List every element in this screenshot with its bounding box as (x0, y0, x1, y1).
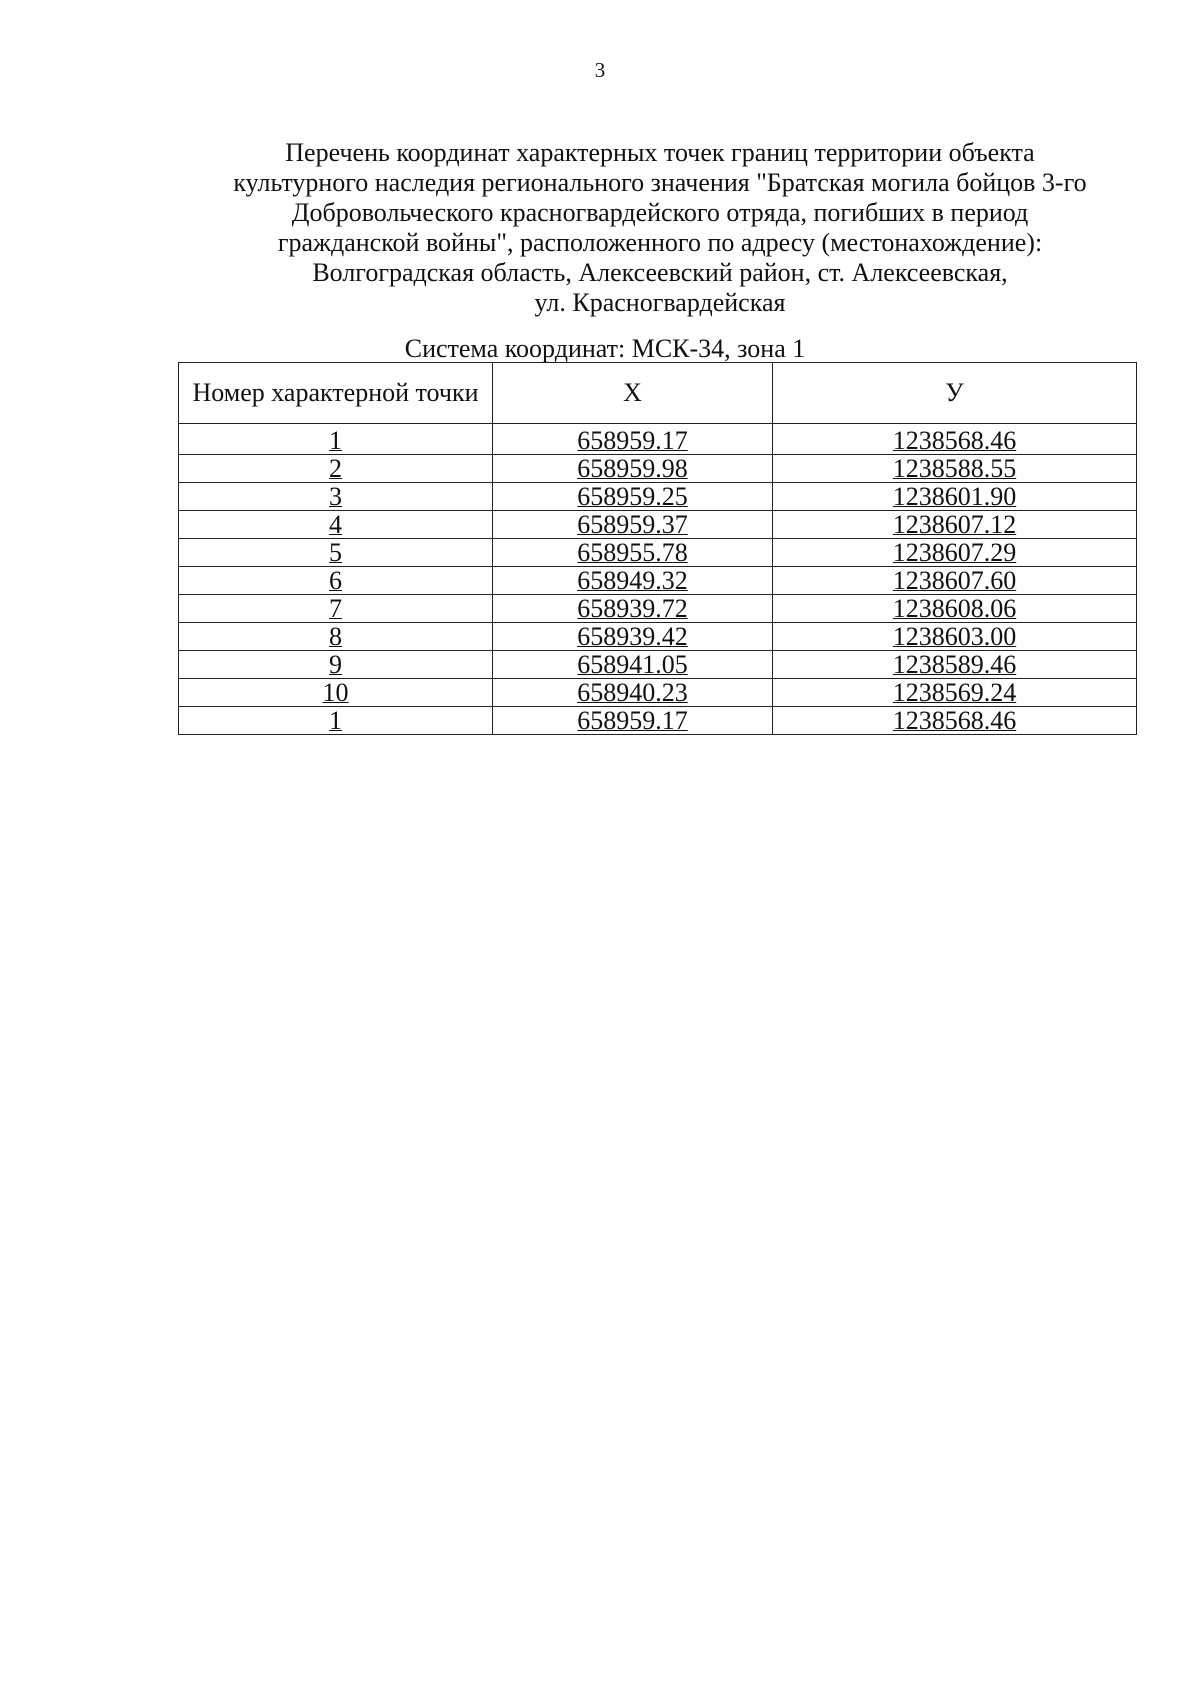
title-line: Перечень координат характерных точек границ территории объекта (285, 138, 1035, 167)
cell-x-value: 658959.17 (577, 706, 688, 735)
cell-y-value: 1238589.46 (892, 650, 1017, 679)
cell-x-value: 658939.72 (577, 594, 688, 623)
cell-point-number (179, 455, 493, 483)
cell-x (493, 623, 773, 651)
cell-point-number-value: 4 (329, 510, 342, 539)
table-row (179, 679, 1137, 707)
cell-x-value: 658940.23 (577, 678, 688, 707)
cell-point-number (179, 679, 493, 707)
title-line: ул. Красногвардейская (534, 288, 786, 317)
cell-point-number-value: 7 (329, 594, 342, 623)
cell-point-number-value: 10 (322, 678, 349, 707)
cell-point-number (179, 567, 493, 595)
cell-x (493, 455, 773, 483)
cell-y-value: 1238588.55 (892, 454, 1017, 483)
cell-y (773, 623, 1137, 651)
table-row (179, 707, 1137, 735)
cell-x (493, 483, 773, 511)
cell-x-value: 658959.37 (577, 510, 688, 539)
document-title (150, 138, 1170, 318)
cell-point-number-value: 2 (329, 454, 342, 483)
table-row (179, 424, 1137, 455)
table-row (179, 595, 1137, 623)
cell-x (493, 567, 773, 595)
header-point-number: Номер характерной точки (179, 363, 493, 424)
table-row (179, 623, 1137, 651)
cell-x-value: 658955.78 (577, 538, 688, 567)
cell-x-value: 658949.32 (577, 566, 688, 595)
title-line: Волгоградская область, Алексеевский район, ст. Алексеевская, (312, 258, 1008, 287)
cell-point-number-value: 5 (329, 538, 342, 567)
cell-x (493, 679, 773, 707)
cell-y-value: 1238603.00 (892, 622, 1017, 651)
coordinates-table (178, 362, 1137, 735)
cell-point-number-value: 1 (329, 426, 342, 455)
cell-y (773, 567, 1137, 595)
cell-point-number (179, 424, 493, 455)
header-x: Х (493, 363, 773, 424)
cell-y (773, 679, 1137, 707)
cell-x (493, 595, 773, 623)
cell-x (493, 424, 773, 455)
cell-point-number (179, 539, 493, 567)
cell-x-value: 658941.05 (577, 650, 688, 679)
coordinate-system-label: Система координат: МСК-34, зона 1 (404, 334, 806, 363)
cell-y (773, 424, 1137, 455)
title-line: Добровольческого красногвардейского отряда, погибших в период (291, 198, 1029, 227)
cell-x-value: 658959.17 (577, 426, 688, 455)
cell-point-number (179, 623, 493, 651)
table-row (179, 539, 1137, 567)
cell-point-number-value: 6 (329, 566, 342, 595)
cell-y-value: 1238607.60 (892, 566, 1017, 595)
cell-x-value: 658959.25 (577, 482, 688, 511)
cell-point-number-value: 1 (329, 706, 342, 735)
page-number: 3 (594, 58, 606, 82)
cell-y (773, 539, 1137, 567)
title-line: культурного наследия регионального значения "Братская могила бойцов 3-го (233, 168, 1087, 197)
table-header-row (179, 363, 1137, 424)
header-y: У (773, 363, 1137, 424)
cell-y-value: 1238608.06 (892, 594, 1017, 623)
cell-x (493, 651, 773, 679)
cell-y (773, 595, 1137, 623)
cell-point-number (179, 483, 493, 511)
cell-x (493, 511, 773, 539)
table-row (179, 567, 1137, 595)
table-row (179, 483, 1137, 511)
cell-point-number-value: 8 (329, 622, 342, 651)
title-line: гражданской войны", расположенного по адресу (местонахождение): (277, 228, 1043, 257)
cell-point-number (179, 707, 493, 735)
cell-point-number-value: 9 (329, 650, 342, 679)
cell-point-number (179, 511, 493, 539)
cell-y-value: 1238568.46 (892, 706, 1017, 735)
cell-y-value: 1238569.24 (892, 678, 1017, 707)
table-row (179, 511, 1137, 539)
cell-y-value: 1238607.12 (892, 510, 1017, 539)
coordinates-table-body (179, 424, 1137, 735)
cell-point-number (179, 595, 493, 623)
cell-y (773, 707, 1137, 735)
table-row (179, 651, 1137, 679)
table-row (179, 455, 1137, 483)
cell-y-value: 1238607.29 (892, 538, 1017, 567)
cell-y (773, 483, 1137, 511)
cell-y (773, 455, 1137, 483)
cell-y (773, 511, 1137, 539)
cell-x-value: 658959.98 (577, 454, 688, 483)
cell-point-number-value: 3 (329, 482, 342, 511)
cell-x (493, 707, 773, 735)
cell-x-value: 658939.42 (577, 622, 688, 651)
cell-y-value: 1238568.46 (892, 426, 1017, 455)
cell-x (493, 539, 773, 567)
cell-y-value: 1238601.90 (892, 482, 1017, 511)
cell-y (773, 651, 1137, 679)
cell-point-number (179, 651, 493, 679)
